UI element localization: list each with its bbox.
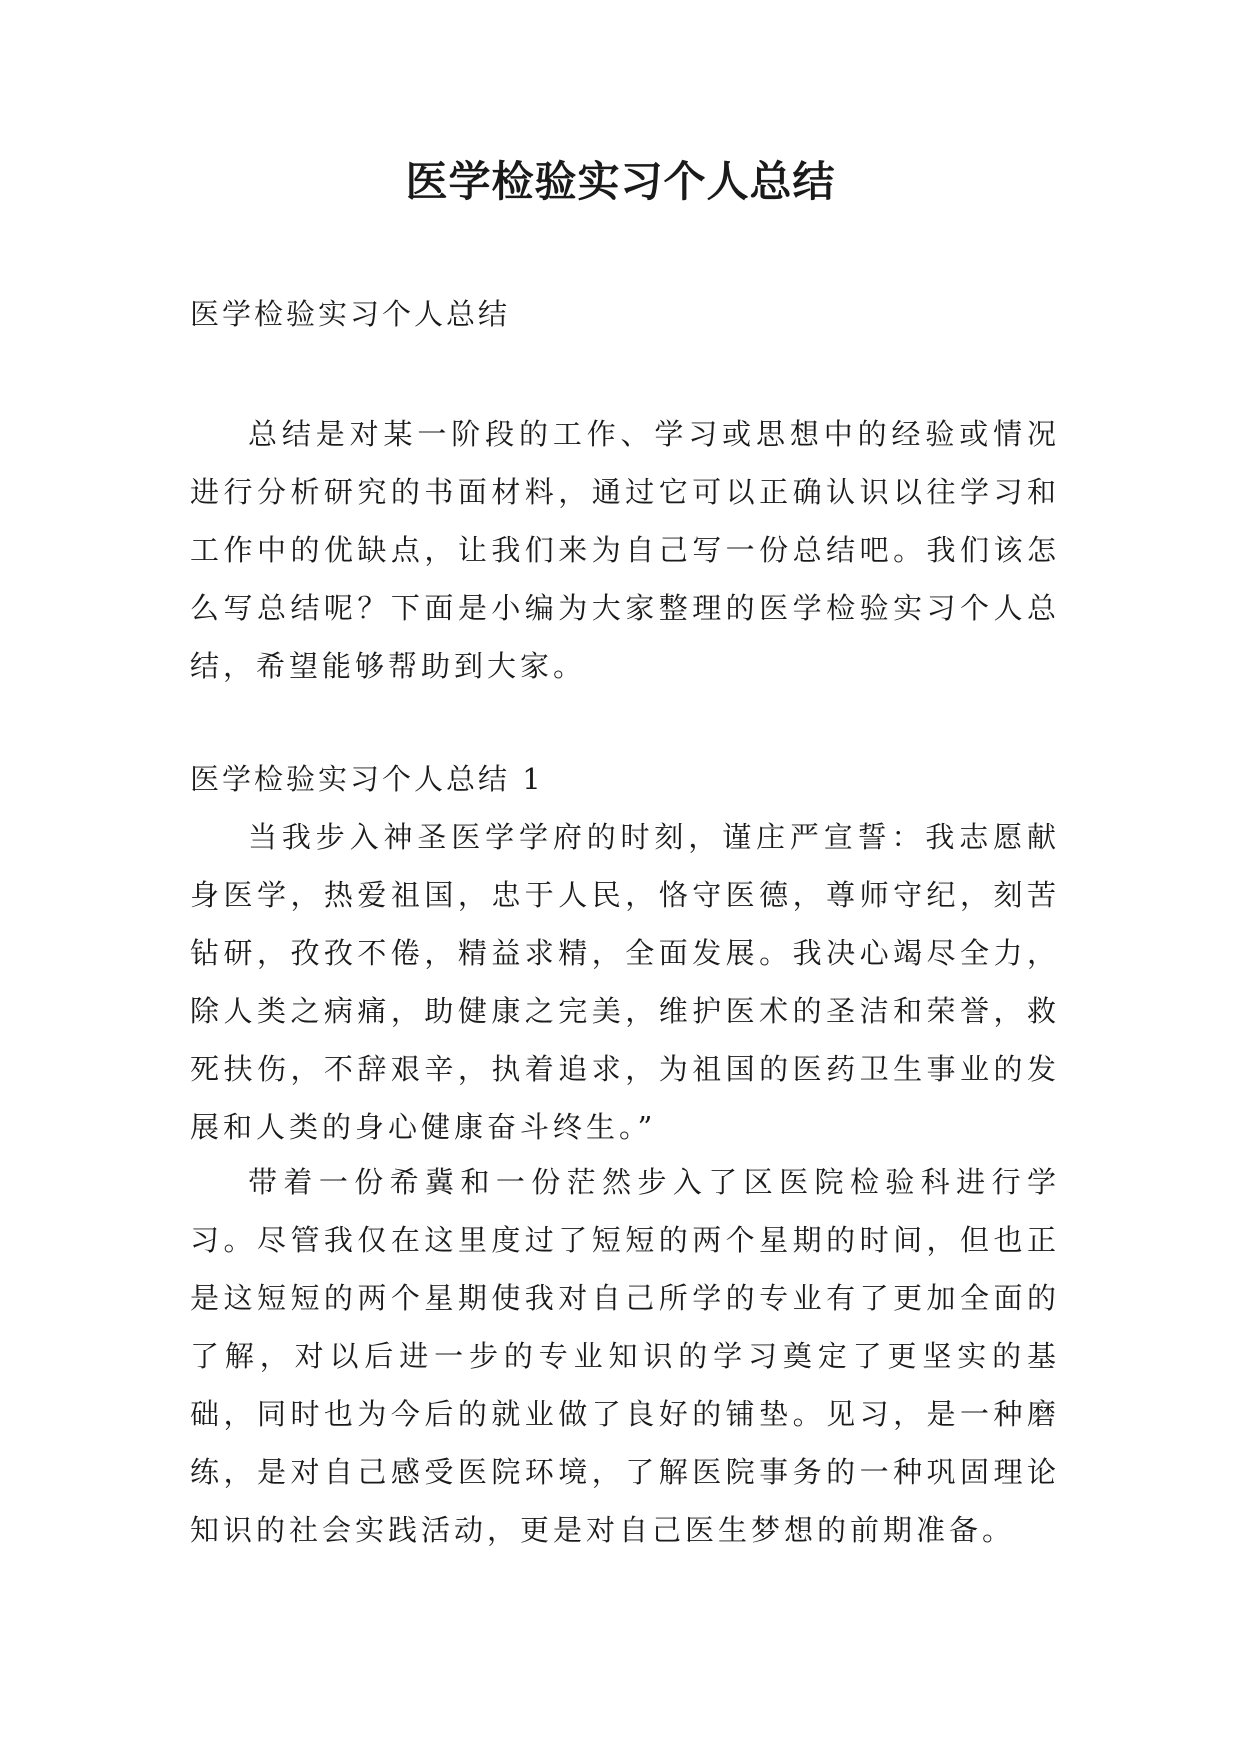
- section-heading: 医学检验实习个人总结 1: [190, 762, 544, 796]
- section-paragraph-oath: 当我步入神圣医学学府的时刻，谨庄严宣誓：我志愿献身医学，热爱祖国，忠于人民，恪守医德，尊师守纪，刻苦钻研，孜孜不倦，精益求精，全面发展。我决心竭尽全力，除人类之病痛，助健康之完美，维护医术的圣洁和荣誉，救死扶伤，不辞艰辛，执着追求，为祖国的医药卫生事业的发展和人类的身心健康奋斗终生。”: [190, 820, 1060, 1144]
- intro-paragraph: 总结是对某一阶段的工作、学习或思想中的经验或情况进行分析研究的书面材料，通过它可以正确认识以往学习和工作中的优缺点，让我们来为自己写一份总结吧。我们该怎么写总结呢？下面是小编为大家整理的医学检验实习个人总结，希望能够帮助到大家。: [190, 417, 1060, 683]
- document-subtitle: 医学检验实习个人总结: [190, 297, 511, 331]
- document-title: 医学检验实习个人总结: [405, 157, 836, 206]
- section-paragraph-internship: 带着一份希冀和一份茫然步入了区医院检验科进行学习。尽管我仅在这里度过了短短的两个星期的时间，但也正是这短短的两个星期使我对自己所学的专业有了更加全面的了解，对以后进一步的专业知识的学习奠定了更坚实的基础，同时也为今后的就业做了良好的铺垫。见习，是一种磨练，是对自己感受医院环境，了解医院事务的一种巩固理论知识的社会实践活动，更是对自己医生梦想的前期准备。: [190, 1165, 1060, 1547]
